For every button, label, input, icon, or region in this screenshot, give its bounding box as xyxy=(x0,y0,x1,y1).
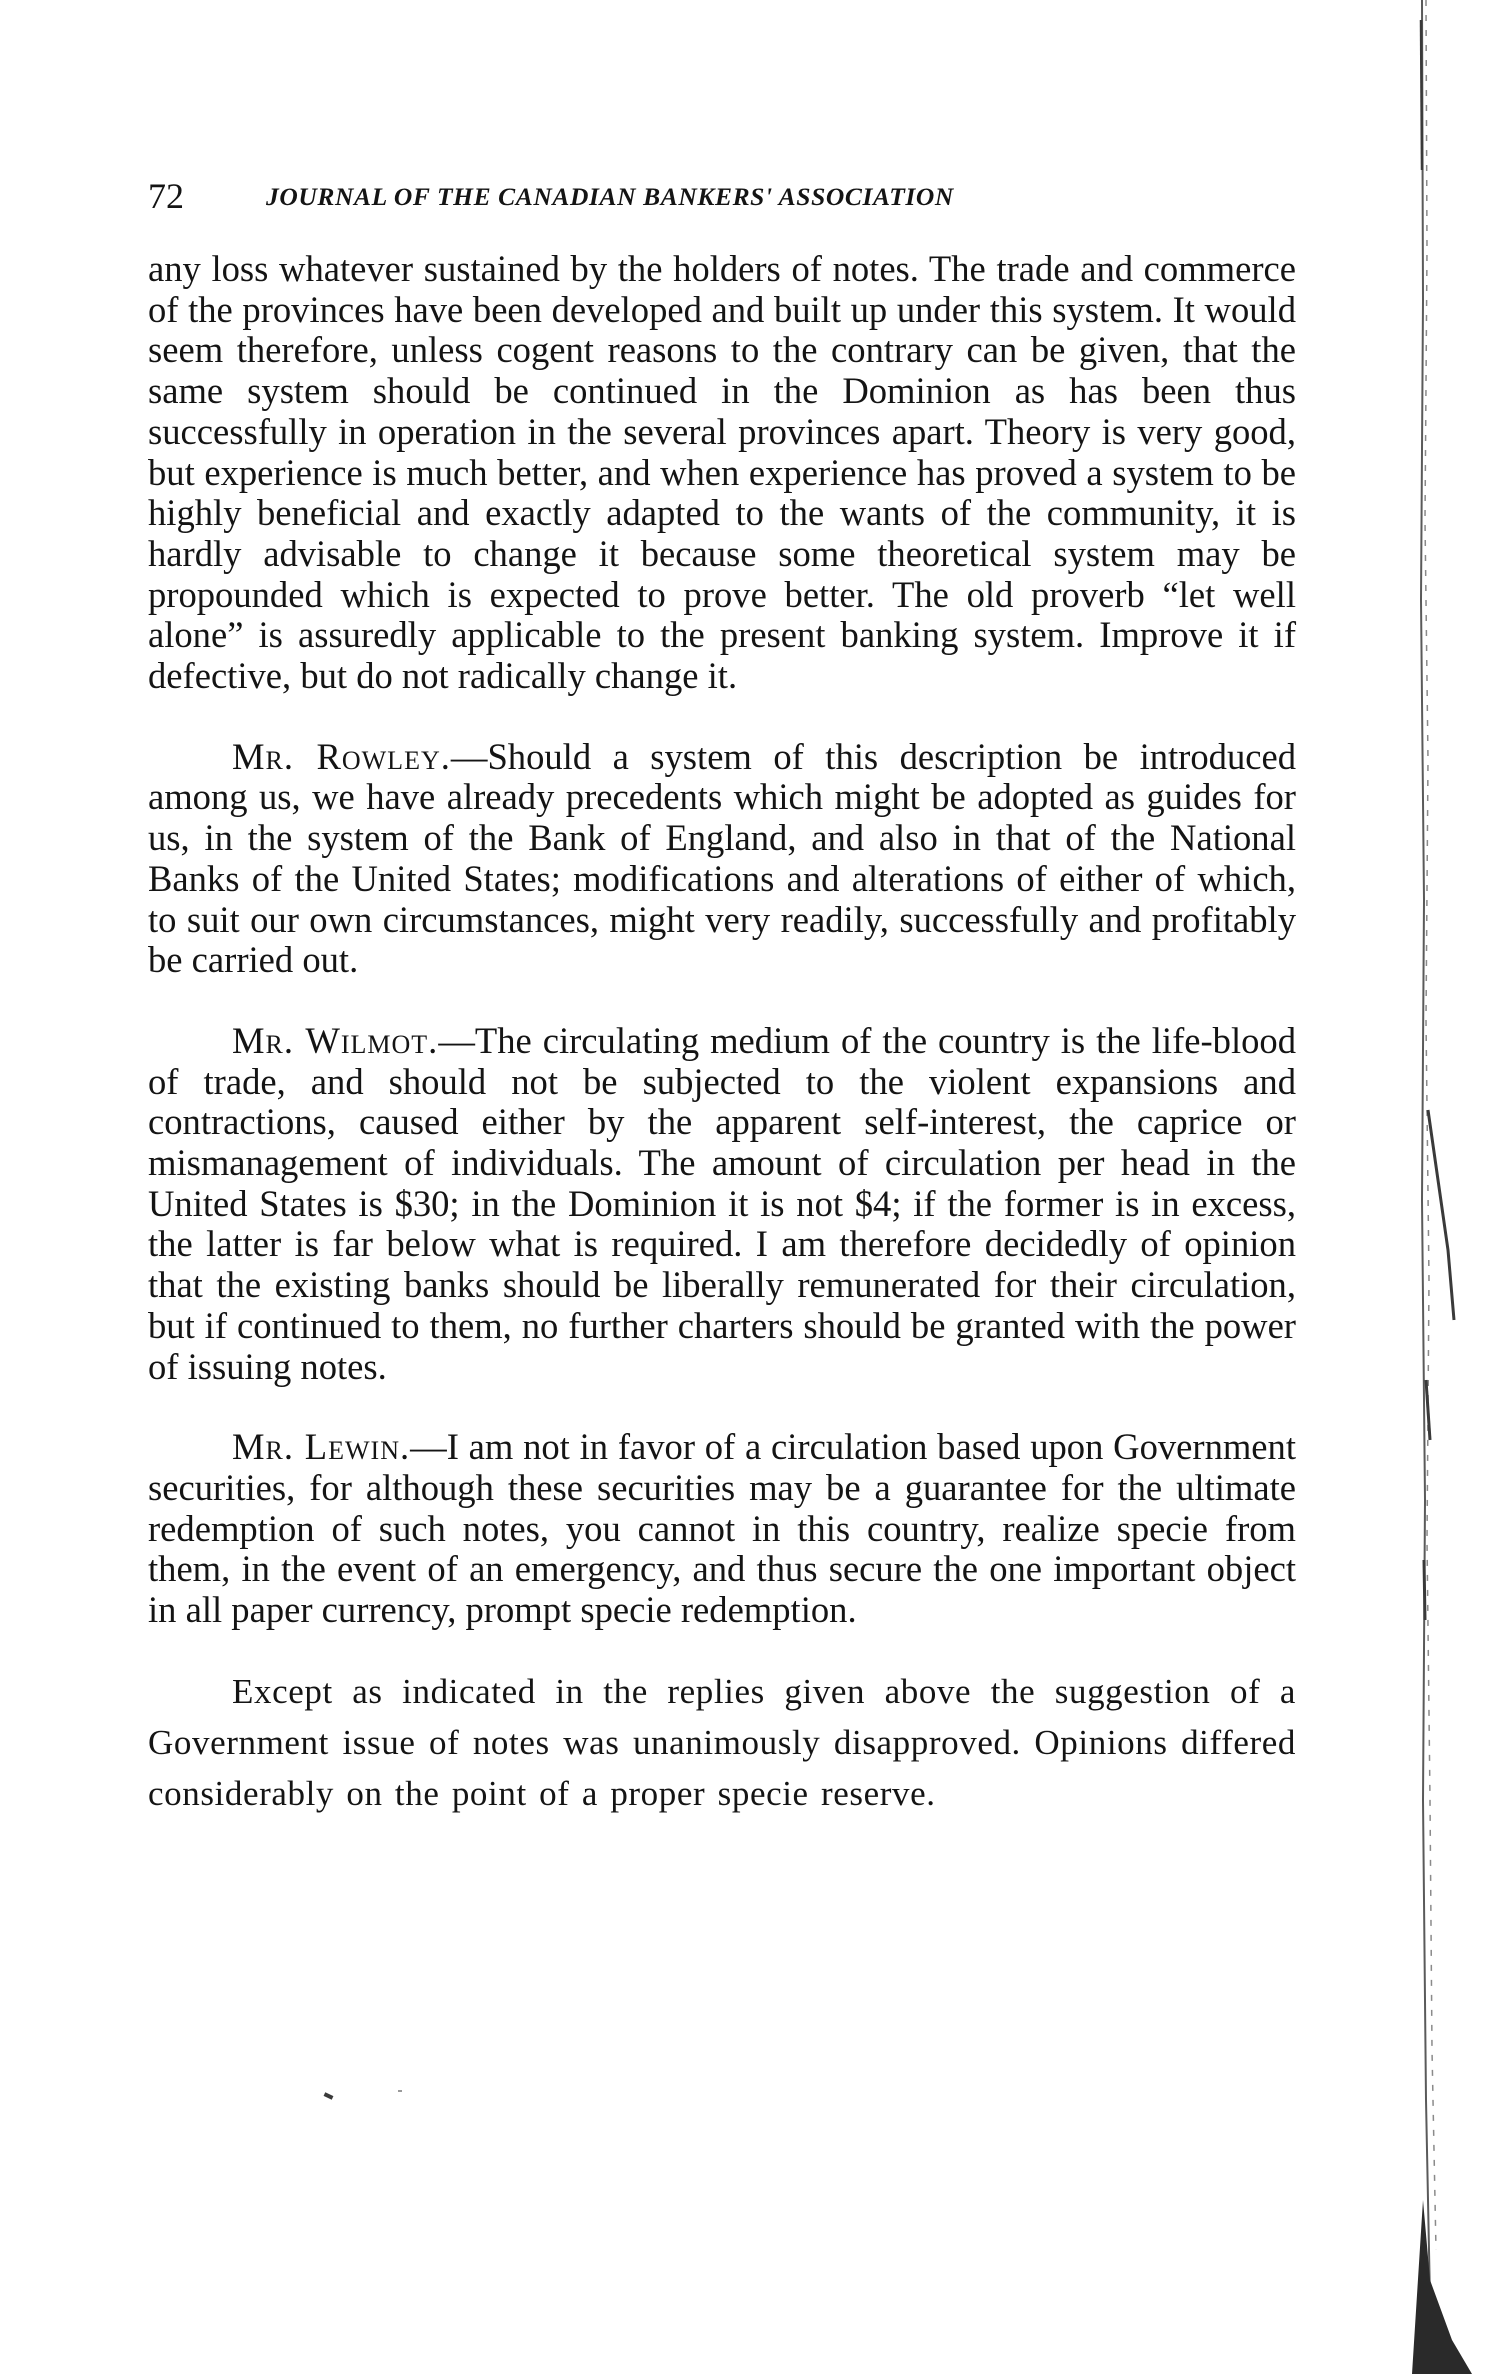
speaker-name: Mr. Rowley. xyxy=(232,735,451,777)
ink-speck xyxy=(398,2090,402,2092)
page-header xyxy=(148,176,1298,216)
paragraph-rowley xyxy=(148,737,1296,981)
paragraph-wilmot xyxy=(148,1021,1296,1387)
body-text xyxy=(148,249,1296,1819)
paragraph-continuation xyxy=(148,249,1296,697)
paragraph-lewin xyxy=(148,1427,1296,1631)
paragraph-text: —Should a system of this description be introduced among us, we have already precedents which might be adopted as guides for us, in the system of the Bank of England, and also in that of the National Banks of the United States; modifications and alterations of either of which, to suit our own circumstances, might very readily, successfully and profitably be carried out. xyxy=(148,735,1296,981)
paragraph-closing xyxy=(148,1666,1296,1819)
page-number: 72 xyxy=(148,176,184,216)
speaker-name: Mr. Lewin. xyxy=(232,1426,411,1468)
ink-speck xyxy=(324,2092,334,2099)
page-edge-shadow xyxy=(1412,0,1488,2374)
paragraph-text: —The circulating medium of the country is the life-blood of trade, and should not be subjected to the violent expansions and contractions, caused either by the apparent self-interest, the caprice or mismanagement of individuals. The amount of circulation per head in the United States is $30; in the Dominion it is not $4; if the former is in excess, the latter is far below what is required. I am therefore decidedly of opinion that the existing banks should be liberally remunerated for their circulation, but if continued to them, no further charters should be granted with the power of issuing notes. xyxy=(148,1019,1296,1387)
paragraph-text: —I am not in favor of a circulation based upon Government securities, for although these securities may be a guarantee for the ultimate redemption of such notes, you cannot in this country, realize specie from them, in the event of an emergency, and thus secure the one important object in all paper currency, prompt specie redemption. xyxy=(148,1426,1296,1631)
running-title: JOURNAL OF THE CANADIAN BANKERS' ASSOCIATION xyxy=(266,182,954,211)
speaker-name: Mr. Wilmot. xyxy=(232,1019,439,1061)
paragraph-text: any loss whatever sustained by the holders of notes. The trade and commerce of the provinces have been developed and built up under this system. It would seem therefore, unless cogent reasons to the contrary can be given, that the same system should be continued in the Dominion as has been thus successfully in operation in the several provinces apart. Theory is very good, but experience is much better, and when experience has proved a system to be highly beneficial and exactly adapted to the wants of the community, it is hardly advisable to change it because some theoretical system may be propounded which is expected to prove better. The old proverb “let well alone” is assuredly applicable to the present banking system. Improve it if defective, but do not radically change it. xyxy=(148,248,1296,697)
paragraph-text: Except as indicated in the replies given above the suggestion of a Government issue of notes was unanimously disapproved. Opinions differed considerably on the point of a proper specie reserve. xyxy=(148,1671,1296,1813)
